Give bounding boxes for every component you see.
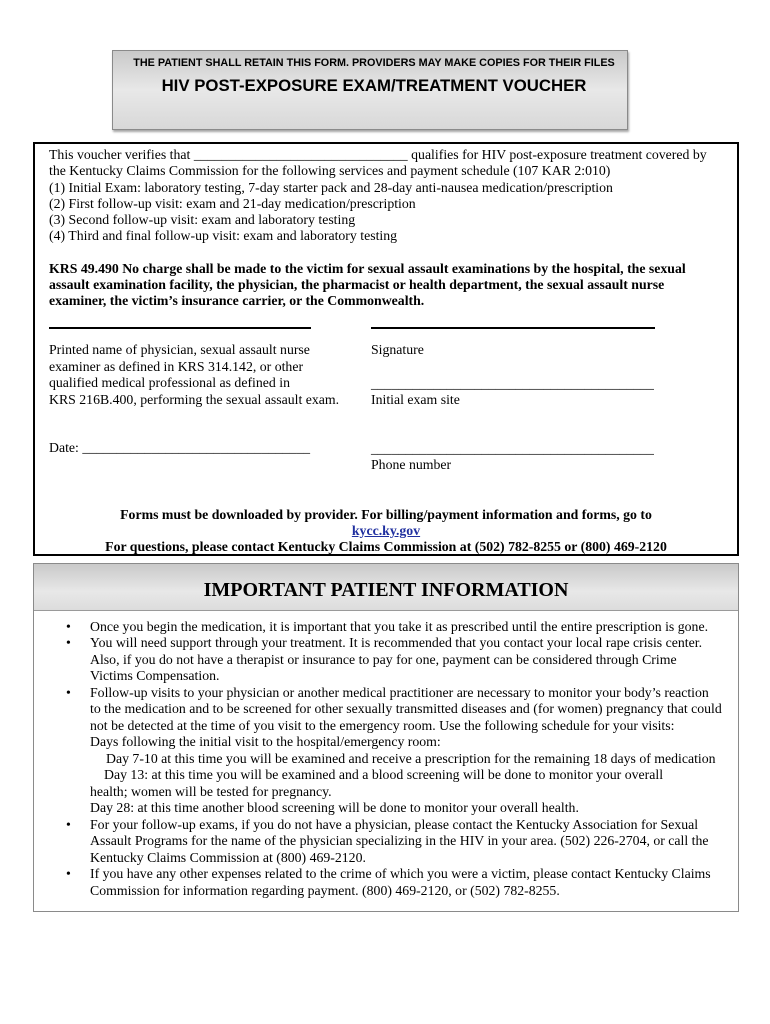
phone-number-blank[interactable]: _________________________________________ — [371, 441, 654, 456]
website-line — [35, 523, 737, 539]
printed-name-label-line: examiner as defined in KRS 314.142, or other — [49, 358, 304, 374]
schedule-day-13: Day 13: at this time you will be examined and a blood screening will be done to monitor your overall — [104, 767, 664, 783]
bullet-icon: • — [66, 635, 71, 651]
intro-line: the Kentucky Claims Commission for the following services and payment schedule (107 KAR 2:010) — [49, 163, 611, 179]
schedule-day-7-10: Day 7-10 at this time you will be examined and receive a prescription for the remaining 18 days of medication — [106, 750, 716, 766]
list-item-line: Once you begin the medication, it is important that you take it as prescribed until the entire prescription is gone. — [90, 618, 709, 634]
bullet-icon: • — [66, 866, 71, 882]
patient-info-heading: IMPORTANT PATIENT INFORMATION — [203, 579, 569, 601]
list-item — [66, 866, 722, 899]
contact-note: For questions, please contact Kentucky Claims Commission at (502) 782-8255 or (800) 469-2120 — [105, 539, 667, 554]
printed-name-label-line: KRS 216B.400, performing the sexual assault exam. — [49, 391, 340, 407]
billing-note: Forms must be downloaded by provider. For billing/payment information and forms, go to — [120, 507, 652, 522]
schedule-intro-line: Days following the initial visit to the hospital/emergency room: — [90, 734, 441, 750]
schedule-day-28: Day 28: at this time another blood screening will be done to monitor your overall health. — [90, 800, 579, 816]
list-item-line: to the medication and to be screened for other sexually transmitted diseases and (for women) pregnancy that could — [90, 701, 722, 717]
list-item-line: Follow-up visits to your physician or another medical practitioner are necessary to monitor your body’s reaction — [90, 684, 709, 700]
list-item-line: Assault Programs for the name of the physician specializing in the HIV in your area. (502) 226-2704, or call the — [90, 833, 709, 849]
commission-website-link[interactable]: kycc.ky.gov — [351, 523, 421, 538]
intro-line — [49, 147, 707, 163]
statute-line: assault examination facility, the physician, the pharmacist or health department, the sexual assault nurse — [49, 277, 665, 292]
list-item-line: Also, if you do not have a therapist or insurance to pay for one, payment can be considered through Crime — [90, 651, 677, 667]
patient-name-blank[interactable]: _______________________________ — [193, 147, 408, 162]
intro-prefix: This voucher verifies that — [49, 147, 191, 162]
date-label: Date: — [49, 440, 79, 455]
voucher-intro — [49, 147, 707, 245]
patient-info-header — [34, 564, 738, 611]
intro-suffix: qualifies for HIV post-exposure treatment covered by — [411, 147, 707, 162]
patient-info-list — [66, 618, 722, 900]
list-item-line: Victims Compensation. — [90, 668, 220, 684]
retain-form-notice: THE PATIENT SHALL RETAIN THIS FORM. PROVIDERS MAY MAKE COPIES FOR THEIR FILES — [133, 57, 615, 69]
statute-line: examiner, the victim’s insurance carrier, or the Commonwealth. — [49, 293, 425, 308]
phone-number-field — [371, 441, 654, 474]
voucher-section — [33, 142, 739, 556]
list-item-line: Kentucky Claims Commission at (800) 469-2120. — [90, 849, 366, 865]
list-item-line: Commission for information regarding payment. (800) 469-2120, or (502) 782-8255. — [90, 882, 560, 898]
signature-line[interactable] — [371, 327, 655, 329]
phone-number-label: Phone number — [371, 457, 452, 473]
initial-exam-site-field — [371, 376, 654, 409]
service-item: (3) Second follow-up visit: exam and laboratory testing — [49, 212, 356, 228]
service-item: (2) First follow-up visit: exam and 21-day medication/prescription — [49, 195, 416, 211]
printed-name-line[interactable] — [49, 327, 311, 329]
printed-name-label-line: qualified medical professional as defined in — [49, 375, 290, 390]
krs-statute-notice — [49, 261, 686, 309]
service-item: (1) Initial Exam: laboratory testing, 7-day starter pack and 28-day anti-nausea medication/prescription — [49, 179, 613, 195]
printed-name-label-line: Printed name of physician, sexual assault nurse — [49, 342, 310, 357]
bullet-icon: • — [66, 816, 71, 832]
bullet-icon: • — [66, 684, 71, 700]
form-header-box — [112, 50, 628, 130]
form-title: HIV POST-EXPOSURE EXAM/TREATMENT VOUCHER — [161, 76, 587, 95]
signature-label: Signature — [371, 342, 424, 357]
list-item — [66, 618, 722, 636]
list-item-line: not be detected at the time of you visit to the emergency room. Use the following schedule for your visits: — [90, 717, 675, 733]
billing-info — [35, 507, 737, 555]
list-item-line: If you have any other expenses related to the crime of which you were a victim, please contact Kentucky Claims — [90, 866, 711, 882]
printed-name-label — [49, 342, 339, 408]
list-item-line: For your follow-up exams, if you do not have a physician, please contact the Kentucky Association for Sexual — [90, 816, 699, 832]
bullet-icon: • — [66, 618, 71, 634]
list-item — [66, 635, 722, 685]
statute-line: KRS 49.490 No charge shall be made to the victim for sexual assault examinations by the hospital, the sexual — [49, 261, 686, 276]
list-item-line: health; women will be tested for pregnancy. — [90, 783, 332, 799]
patient-information-section — [33, 563, 739, 912]
service-item: (4) Third and final follow-up visit: exam and laboratory testing — [49, 228, 398, 244]
list-item — [66, 684, 722, 817]
list-item-line: You will need support through your treatment. It is recommended that you contact your local rape crisis center. — [90, 635, 703, 651]
initial-exam-site-label: Initial exam site — [371, 392, 460, 408]
list-item — [66, 816, 722, 867]
date-field — [49, 440, 310, 456]
date-line — [49, 440, 310, 456]
date-blank[interactable]: _________________________________ — [82, 440, 310, 455]
initial-exam-site-blank[interactable]: _________________________________________ — [371, 376, 654, 391]
